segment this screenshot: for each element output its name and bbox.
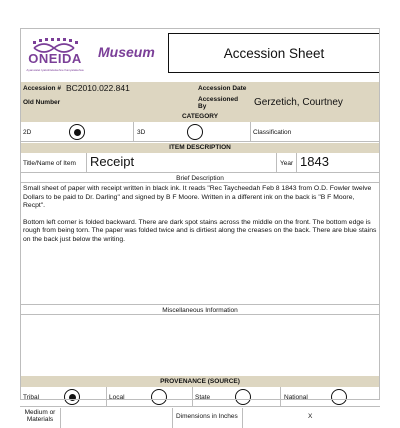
accession-number-field[interactable]: BC2010.022.841 <box>66 83 130 93</box>
category-3d-radio[interactable] <box>187 124 203 140</box>
misc-information-label: Miscellaneous Information <box>20 306 380 315</box>
provenance-local-label: Local <box>109 394 125 401</box>
oneida-logo <box>20 30 90 80</box>
item-description-heading: ITEM DESCRIPTION <box>20 143 380 153</box>
brief-description-label: Brief Description <box>20 174 380 183</box>
description-paragraph-2: Bottom left corner is folded backward. There are dark spot stains across the middle on the front. The bottom edge is rough from being torn. The paper was folded twice and is dirtiest along the creases on the back. There are blue stains on the back just below the writing. <box>23 218 377 243</box>
old-number-row <box>20 95 380 111</box>
accession-number-row <box>20 82 380 95</box>
year-label: Year <box>280 160 294 167</box>
accession-sheet <box>20 28 380 423</box>
item-title-field[interactable]: Receipt <box>90 154 135 169</box>
item-title-row <box>20 153 380 173</box>
provenance-tribal-label: Tribal <box>23 394 40 401</box>
provenance-heading: PROVENANCE (SOURCE) <box>20 376 380 387</box>
item-title-label: Title/Name of Item <box>23 160 76 167</box>
provenance-local-radio[interactable] <box>151 389 167 405</box>
provenance-state-radio[interactable] <box>235 389 251 405</box>
misc-information-field[interactable] <box>20 316 380 376</box>
logo-tagline: Ayanwatet Iyakohlelatsehne Kanyatakehsa <box>26 68 84 72</box>
accession-number-label: Accession # <box>23 85 61 92</box>
year-field[interactable]: 1843 <box>300 154 329 169</box>
category-row <box>20 122 380 142</box>
provenance-national-label: National <box>284 394 308 401</box>
sheet-header <box>20 28 380 80</box>
category-2d-label: 2D <box>23 129 32 136</box>
page-title: Accession Sheet <box>223 45 325 61</box>
sheet-title-box <box>168 33 380 73</box>
brief-description-field[interactable] <box>20 183 380 305</box>
medium-label: Medium or Materials <box>24 409 56 423</box>
materials-row <box>20 408 380 428</box>
provenance-state-label: State <box>195 394 211 401</box>
medium-field[interactable] <box>62 409 172 423</box>
dimensions-separator: X <box>308 413 313 420</box>
description-paragraph-1: Small sheet of paper with receipt written in black ink. It reads "Rec Taycheedah Feb 8 1843 from O.D. Fowler twelve Dollars to be paid to Dr. Darling" and signed by B F Moore. Written in a different ink on the back is "B F Moore, Recpt". <box>23 185 372 210</box>
dimensions-label: Dimensions in Inches <box>176 413 238 420</box>
category-heading: CATEGORY <box>20 111 380 122</box>
provenance-row <box>20 387 380 407</box>
category-2d-radio[interactable] <box>69 124 85 140</box>
accessioned-by-label: Accessioned By <box>198 96 239 110</box>
provenance-tribal-radio[interactable] <box>64 389 80 405</box>
classification-label: Classification <box>253 129 292 136</box>
provenance-national-radio[interactable] <box>331 389 347 405</box>
museum-label: Museum <box>98 44 155 60</box>
accessioned-by-field[interactable]: Gerzetich, Courtney <box>254 97 343 108</box>
accession-date-label: Accession Date <box>198 85 247 92</box>
category-3d-label: 3D <box>137 129 146 136</box>
logo-wordmark: ONEIDA <box>28 51 82 66</box>
old-number-label: Old Number <box>23 99 61 106</box>
